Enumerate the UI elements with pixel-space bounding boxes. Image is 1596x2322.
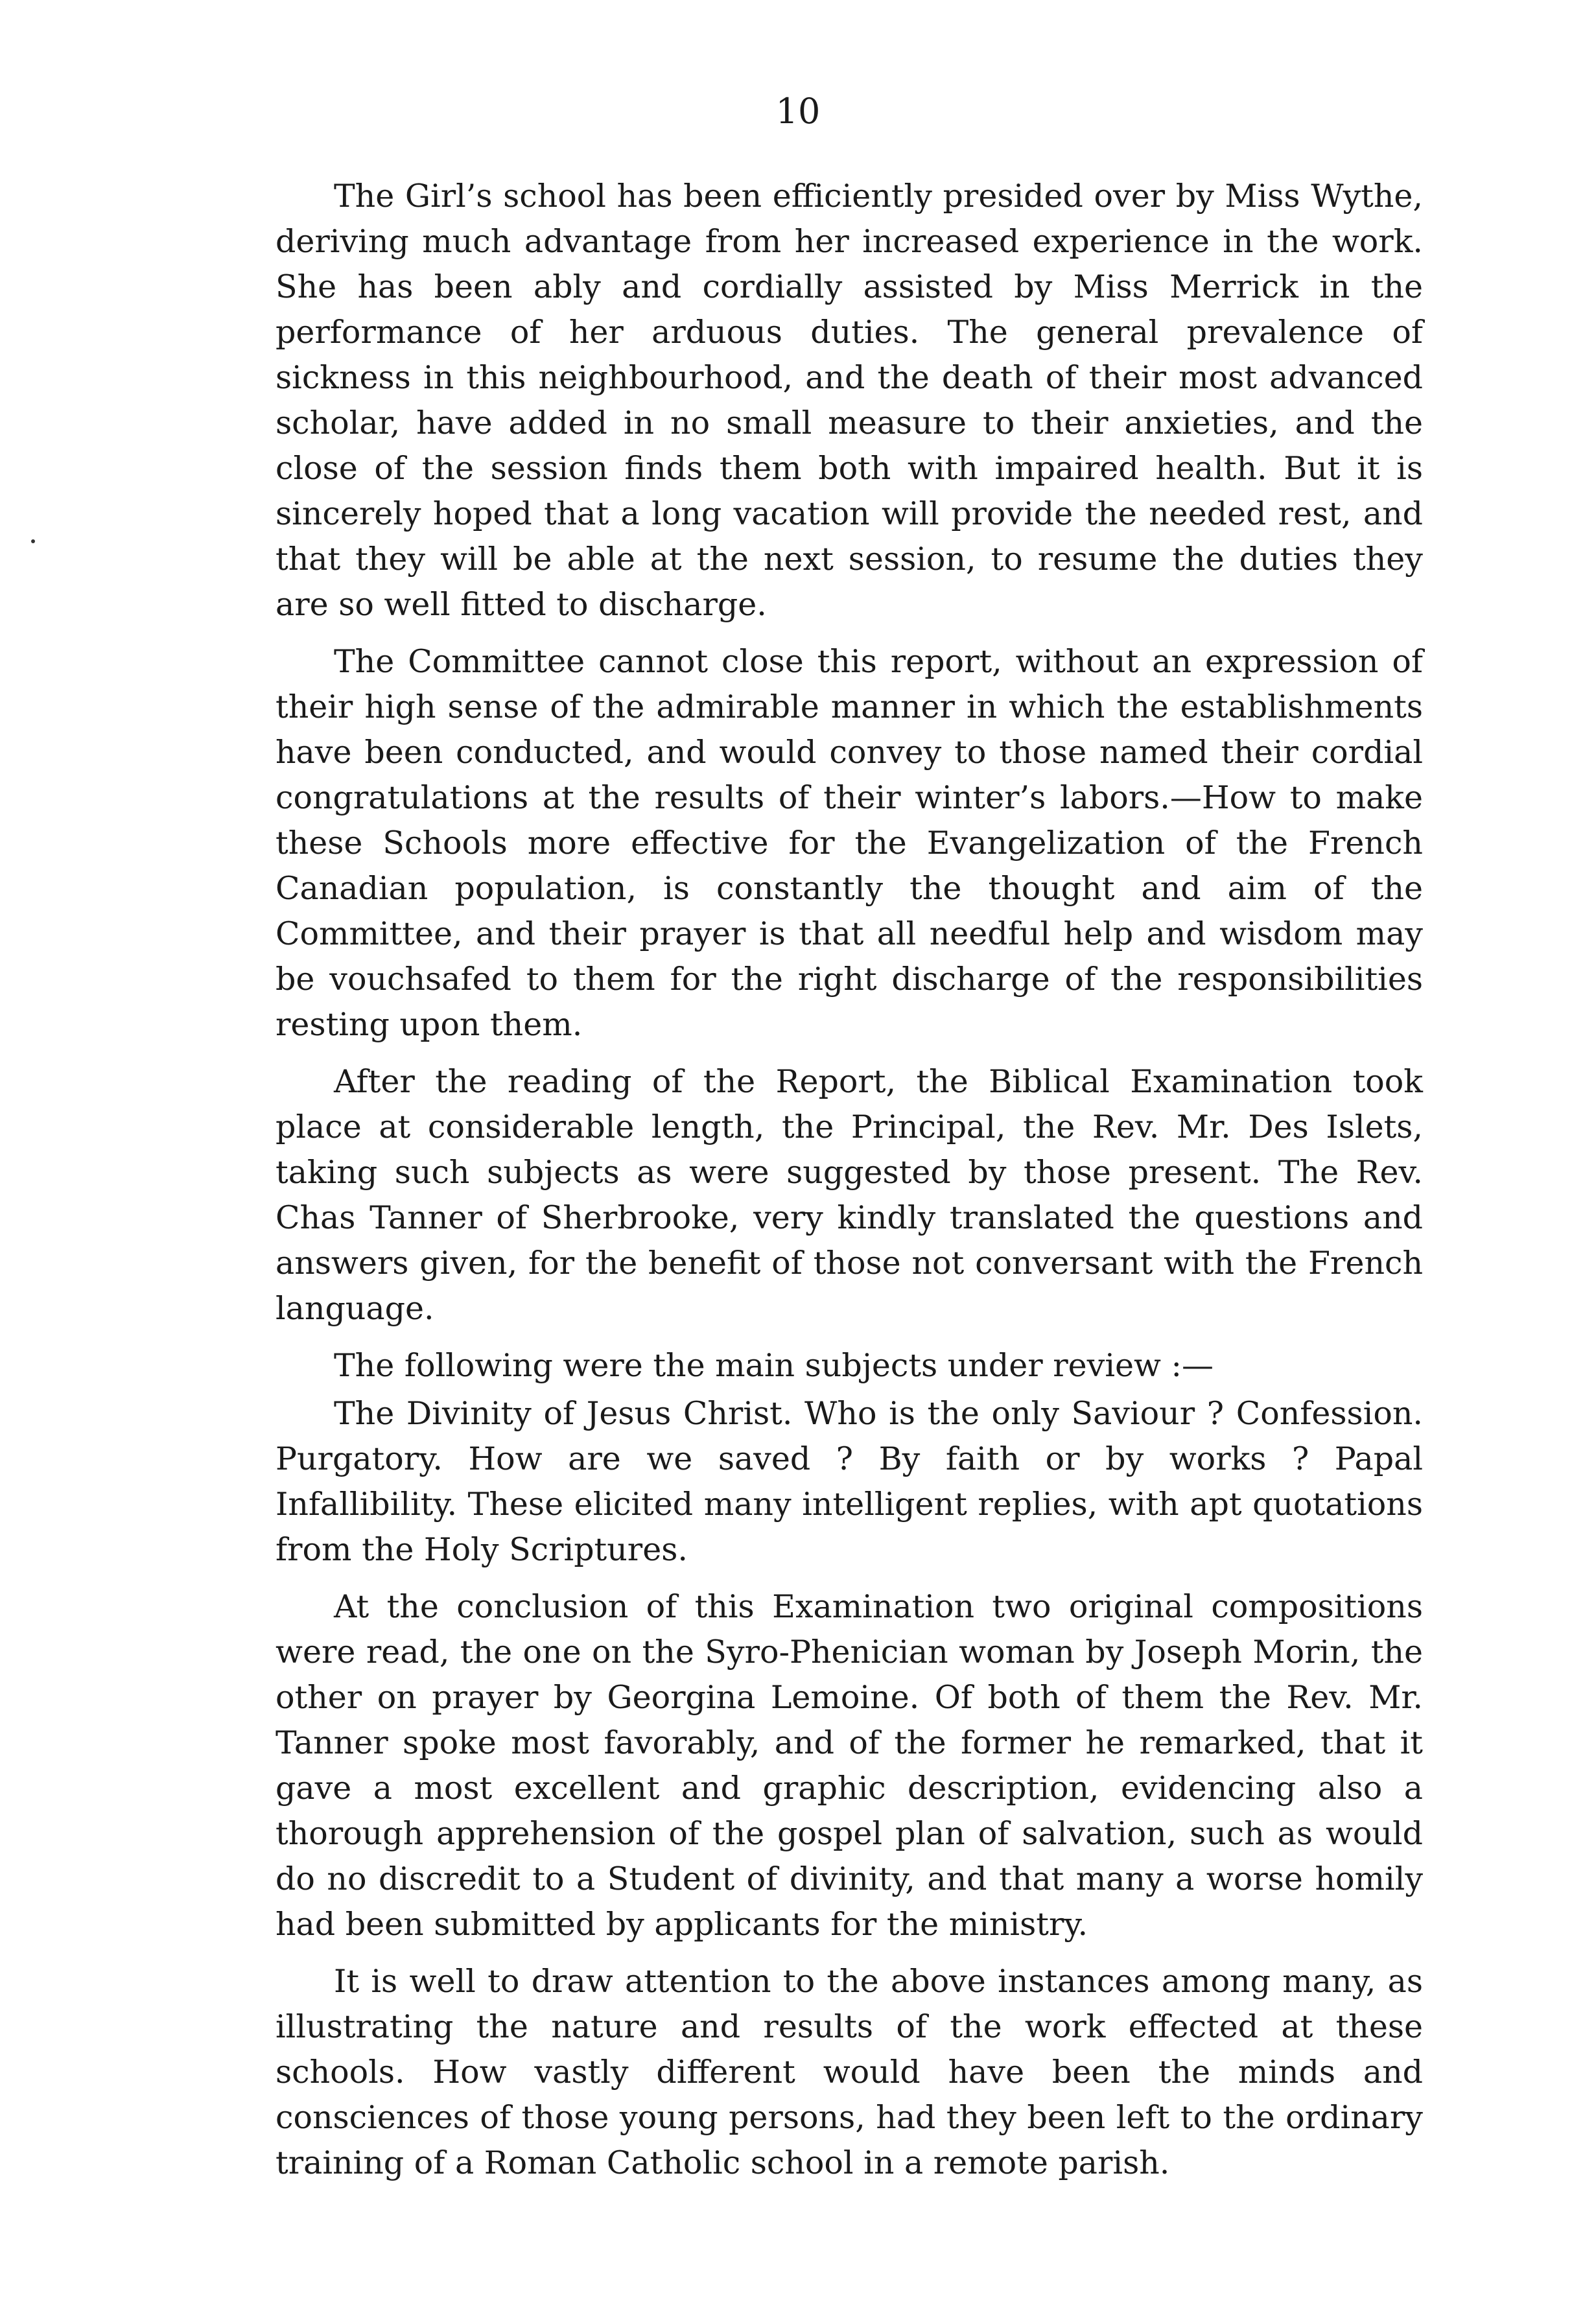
page-number: 10: [775, 91, 821, 132]
paragraph-compositions: At the conclusion of this Examination two original compositions were read, the one on the Syro-Phenician woman by Joseph Morin, the other on prayer by Georgina Lemoine. Of both of them the Rev. Mr. Tanner spoke most favorably, and of the former he remarked, that it gave a most excellent and graphic description, evidencing also a thorough apprehension of the gospel plan of salvation, such as would do no discredit to a Student of divinity, and that many a worse homily had been submitted by applicants for the ministry.: [276, 1588, 1423, 1943]
paragraph-subjects-list: The Divinity of Jesus Christ. Who is the only Saviour ? Confession. Purgatory. How are we saved ? By faith or by works ? Papal Infallibility. These elicited many intelligent replies, with apt quotations from the Holy Scriptures.: [276, 1395, 1423, 1568]
paragraph-subjects-intro: The following were the main subjects under review :—: [334, 1347, 1214, 1384]
body-text: [276, 174, 1423, 2198]
paragraph-girls-school: The Girl’s school has been efficiently presided over by Miss Wythe, deriving much advantage from her increased experience in the work. She has been ably and cordially assisted by Miss Merrick in the performance of her arduous duties. The general prevalence of sickness in this neighbourhood, and the death of their most advanced scholar, have added in no small measure to their anxieties, and the close of the session finds them both with impaired health. But it is sincerely hoped that a long vacation will provide the needed rest, and that they will be able at the next session, to resume the duties they are so well fitted to discharge.: [276, 178, 1423, 623]
stray-ink-mark: [31, 539, 35, 543]
paragraph-biblical-examination: After the reading of the Report, the Biblical Examination took place at considerable length, the Principal, the Rev. Mr. Des Islets, taking such subjects as were suggested by those present. The Rev. Chas Tanner of Sherbrooke, very kindly translated the questions and answers given, for the benefit of those not conversant with the French language.: [276, 1063, 1423, 1327]
paragraph-committee-report: The Committee cannot close this report, without an expression of their high sense of the admirable manner in which the establishments have been conducted, and would convey to those named their cordial congratulations at the results of their winter’s labors.—How to make these Schools more effective for the Evangelization of the French Canadian population, is constantly the thought and aim of the Committee, and their prayer is that all needful help and wisdom may be vouchsafed to them for the right discharge of the responsibilities resting upon them.: [276, 643, 1423, 1043]
paragraph-conclusion: It is well to draw attention to the above instances among many, as illustrating the nature and results of the work effected at these schools. How vastly different would have been the minds and consciences of those young persons, had they been left to the ordinary training of a Roman Catholic school in a remote parish.: [276, 1963, 1423, 2181]
